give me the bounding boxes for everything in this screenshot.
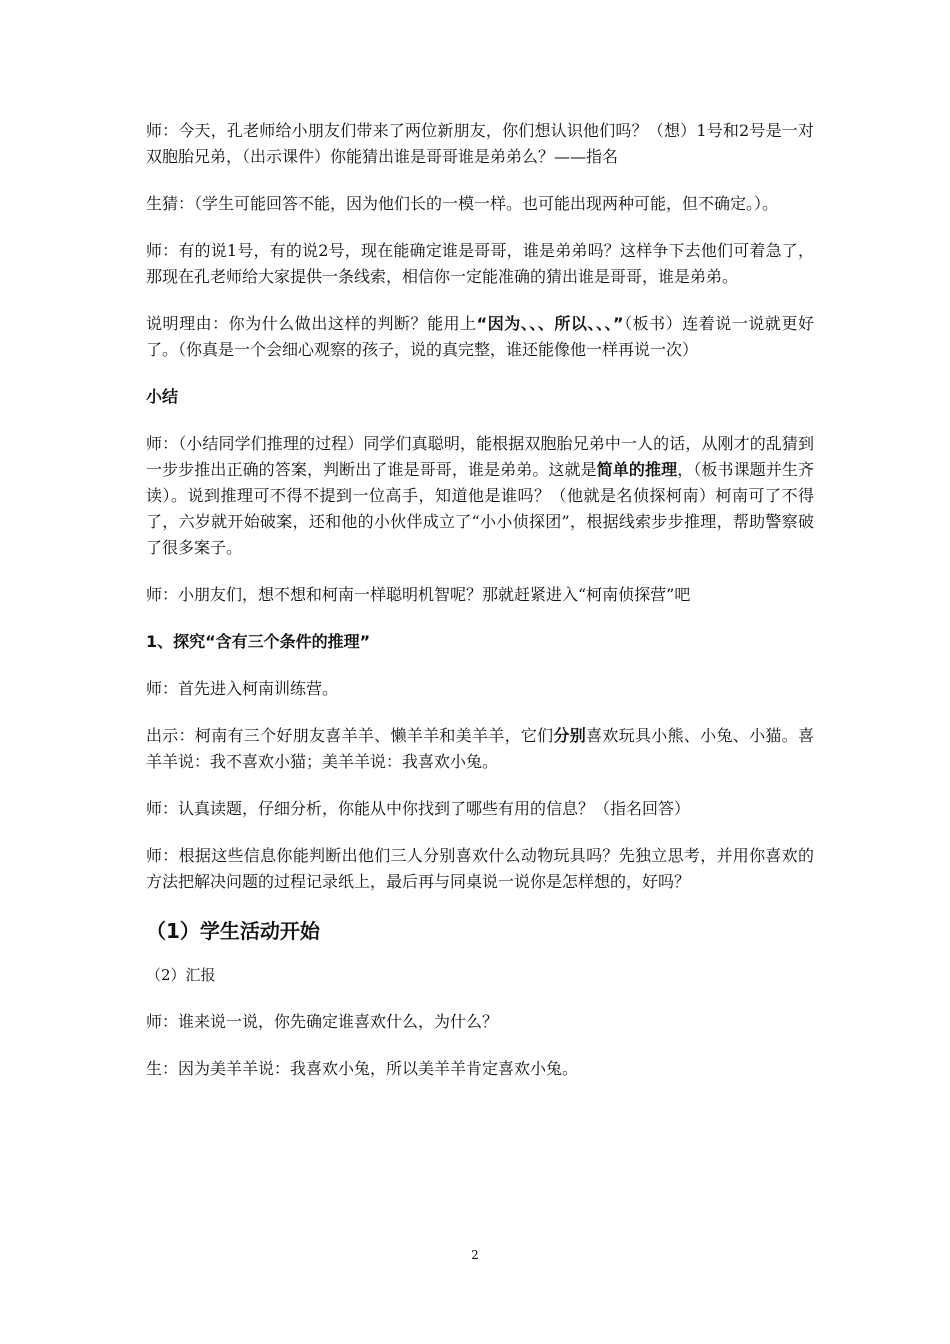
explain-reason-text-a: 说明理由：你为什么做出这样的判断？能用上	[146, 314, 477, 333]
paragraph-student-guess: 生猜：（学生可能回答不能，因为他们长的一模一样。也可能出现两种可能，但不确定。）。	[146, 194, 779, 213]
page-number: 2	[471, 1248, 479, 1262]
paragraph-student-answer: 生：因为美羊羊说：我喜欢小兔，所以美羊羊肯定喜欢小兔。	[146, 1059, 579, 1078]
paragraph-think-independently: 师：根据这些信息你能判断出他们三人分别喜欢什么动物玩具吗？先独立思考，并用你喜欢的方法把解决问题的过程记录纸上，最后再与同桌说一说你是怎样想的，好吗？	[146, 846, 814, 891]
paragraph-problem	[146, 723, 814, 775]
subheading-report: （2）汇报	[146, 966, 216, 984]
paragraph-teacher-ask: 师：谁来说一说，你先确定谁喜欢什么，为什么？	[146, 1012, 499, 1031]
paragraph-explain-reason	[146, 311, 814, 363]
paragraph-teacher-intro: 师：今天，孔老师给小朋友们带来了两位新朋友，你们想认识他们吗？（想）1号和2号是一对双胞胎兄弟，（出示课件）你能猜出谁是哥哥谁是弟弟么？——指名	[146, 121, 814, 166]
heading-activity-start: （1）学生活动开始	[146, 919, 320, 943]
paragraph-detective-camp: 师：小朋友们，想不想和柯南一样聪明机智呢？那就赶紧进入“柯南侦探营”吧	[146, 585, 691, 604]
explain-reason-text-b: （板书）连着说一说就更好了。（你真是一个会细心观察的孩子，说的真完整，谁还能像他一样再说一次）	[146, 314, 814, 359]
paragraph-summary	[146, 431, 814, 561]
paragraph-training-camp: 师：首先进入柯南训练营。	[146, 679, 339, 698]
problem-text-a: 出示：柯南有三个好朋友喜羊羊、懒羊羊和美羊羊，它们	[146, 726, 554, 745]
summary-bold: 简单的推理	[596, 460, 678, 479]
paragraph-teacher-clue: 师：有的说1号，有的说2号，现在能确定谁是哥哥，谁是弟弟吗？这样争下去他们可着急了，那现在孔老师给大家提供一条线索，相信你一定能准确的猜出谁是哥哥，谁是弟弟。	[146, 241, 814, 286]
heading-explore: 1、探究“含有三个条件的推理”	[146, 632, 371, 651]
heading-summary: 小结	[146, 387, 179, 406]
summary-text-a: 师：（小结同学们推理的过程）同学们真聪明，能根据双胞胎兄弟中一人的话，从刚才的乱猜到一步步推出正确的答案，判断出了谁是哥哥，谁是弟弟。这就是	[146, 434, 814, 479]
paragraph-read-question: 师：认真读题，仔细分析，你能从中你找到了哪些有用的信息？（指名回答）	[146, 799, 691, 818]
problem-text-b: 喜欢玩具小熊、小兔、小猫。喜羊羊说：我不喜欢小猫；美羊羊说：我喜欢小兔。	[146, 726, 814, 771]
document-page	[146, 118, 814, 1103]
summary-text-b: ，（板书课题并生齐读）。说到推理可不得不提到一位高手，知道他是谁吗？（他就是名侦探柯南）柯南可了不得了，六岁就开始破案，还和他的小伙伴成立了“小小侦探团”，根据线索步步推理，帮助警察破了很多案子。	[146, 460, 814, 557]
explain-reason-bold: “因为、、、所以、、、”	[476, 314, 624, 333]
problem-bold: 分别	[553, 726, 587, 745]
